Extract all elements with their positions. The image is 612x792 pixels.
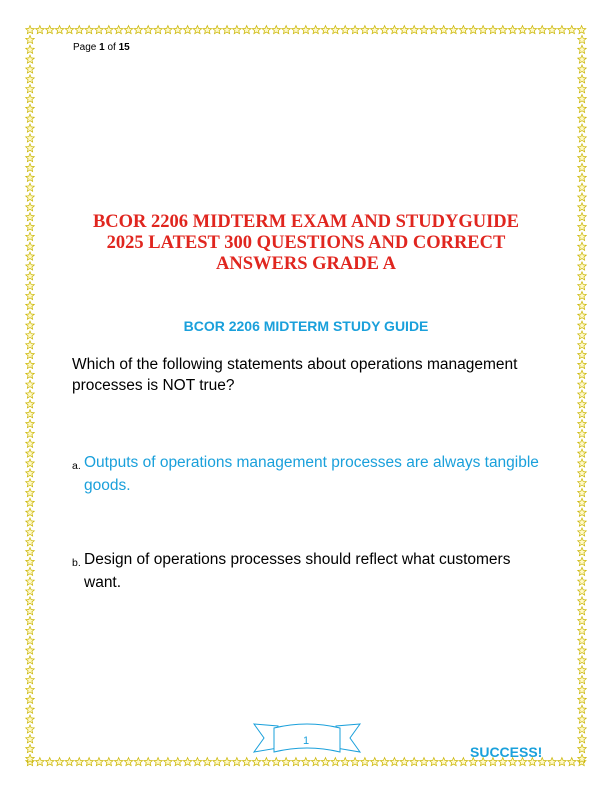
star-icon [26,311,35,319]
star-icon [578,380,587,388]
star-icon [390,26,399,34]
star-icon [578,301,587,309]
star-icon [26,656,35,664]
star-icon [26,538,35,546]
star-icon [439,758,448,766]
star-icon [578,252,587,260]
star-icon [26,705,35,713]
footer-page-number: 1 [302,735,310,747]
star-icon [26,557,35,565]
star-icon [26,577,35,585]
star-icon [26,429,35,437]
star-icon [26,341,35,349]
star-icon [558,26,567,34]
page-current: 1 [99,42,105,53]
star-icon [578,469,587,477]
star-icon [578,35,587,43]
star-icon [578,134,587,142]
star-icon [134,758,143,766]
star-icon [578,45,587,53]
star-icon [26,193,35,201]
page-of: of [107,42,116,53]
star-icon [499,26,508,34]
star-icon [439,26,448,34]
star-icon [321,758,330,766]
star-icon [26,508,35,516]
star-icon [578,223,587,231]
star-icon [65,758,74,766]
star-icon [26,114,35,122]
star-icon [578,548,587,556]
star-icon [578,498,587,506]
star-icon [26,124,35,132]
star-icon [26,528,35,536]
star-icon [578,745,587,753]
star-icon [548,758,557,766]
star-icon [578,370,587,378]
star-icon [578,65,587,73]
star-icon [213,758,222,766]
star-icon [578,114,587,122]
star-icon [578,528,587,536]
star-icon [370,26,379,34]
star-icon [26,400,35,408]
star-icon [26,646,35,654]
star-icon [578,85,587,93]
star-icon [578,213,587,221]
star-icon [370,758,379,766]
star-icon [578,55,587,63]
star-icon [578,232,587,240]
star-icon [26,676,35,684]
star-icon [26,252,35,260]
star-icon [508,26,517,34]
document-title [60,212,552,275]
star-icon [578,341,587,349]
star-icon [26,104,35,112]
star-icon [459,758,468,766]
star-icon [114,758,123,766]
star-icon [528,26,537,34]
star-icon [45,758,54,766]
star-icon [311,758,320,766]
star-icon [203,758,212,766]
star-icon [124,758,133,766]
star-icon [331,26,340,34]
star-icon [105,26,114,34]
star-icon [578,183,587,191]
star-icon [26,331,35,339]
star-icon [469,26,478,34]
star-icon [578,321,587,329]
star-icon [26,163,35,171]
star-icon [578,154,587,162]
star-icon [578,429,587,437]
star-icon [578,607,587,615]
star-icon [65,26,74,34]
option-a-letter: a. [72,460,81,472]
star-icon [173,26,182,34]
star-icon [26,617,35,625]
star-icon [578,262,587,270]
star-icon [578,144,587,152]
star-icon [242,758,251,766]
star-icon [430,758,439,766]
star-icon [420,758,429,766]
star-icon [578,587,587,595]
option-a-text: Outputs of operations management processes are always tangible goods. [84,454,539,494]
star-icon [183,26,192,34]
star-icon [85,26,94,34]
star-icon [233,26,242,34]
star-icon [95,26,104,34]
page-indicator [73,42,130,53]
star-icon [26,203,35,211]
star-icon [26,685,35,693]
star-icon [578,203,587,211]
star-icon [45,26,54,34]
star-icon [26,469,35,477]
star-icon [578,94,587,102]
star-icon [578,666,587,674]
star-icon [55,26,64,34]
star-icon [26,262,35,270]
star-icon [26,498,35,506]
star-icon [154,758,163,766]
question-text: Which of the following statements about operations management processes is NOT true? [72,356,518,394]
star-icon [578,626,587,634]
star-icon [26,65,35,73]
star-icon [311,26,320,34]
star-icon [26,144,35,152]
star-icon [282,26,291,34]
star-icon [479,26,488,34]
option-a [72,451,542,497]
star-icon [351,26,360,34]
star-icon [26,134,35,142]
star-icon [26,55,35,63]
study-guide-subtitle: BCOR 2206 MIDTERM STUDY GUIDE [183,318,429,334]
star-icon [223,26,232,34]
star-icon [26,154,35,162]
star-icon [578,636,587,644]
star-icon [578,459,587,467]
star-icon [26,272,35,280]
star-icon [26,410,35,418]
star-icon [26,518,35,526]
option-b-letter: b. [72,557,81,569]
star-icon [578,420,587,428]
star-icon [292,26,301,34]
star-icon [75,26,84,34]
star-icon [578,735,587,743]
star-icon [114,26,123,34]
star-icon [85,758,94,766]
star-icon [26,745,35,753]
star-icon [26,695,35,703]
star-icon [578,617,587,625]
star-icon [26,45,35,53]
star-icon [26,321,35,329]
star-icon [578,577,587,585]
star-icon [578,360,587,368]
star-icon [26,597,35,605]
star-icon [95,758,104,766]
star-icon [75,758,84,766]
star-icon [282,758,291,766]
star-icon [203,26,212,34]
star-icon [26,390,35,398]
star-icon [26,75,35,83]
star-icon [577,26,586,34]
star-icon [548,26,557,34]
star-icon [578,282,587,290]
star-icon [26,351,35,359]
star-icon [341,26,350,34]
star-icon [400,758,409,766]
star-icon [26,360,35,368]
star-icon [578,124,587,132]
star-icon [26,548,35,556]
star-icon [578,173,587,181]
star-icon [380,758,389,766]
title-line-1: BCOR 2206 MIDTERM EXAM AND STUDYGUIDE [92,212,520,232]
star-icon [578,242,587,250]
star-icon [578,656,587,664]
star-icon [351,758,360,766]
star-icon [213,26,222,34]
star-icon [578,331,587,339]
star-icon [390,758,399,766]
star-icon [578,193,587,201]
star-icon [26,85,35,93]
star-icon [26,380,35,388]
star-icon [272,758,281,766]
star-icon [459,26,468,34]
star-icon [578,518,587,526]
star-icon [578,291,587,299]
star-icon [55,758,64,766]
star-icon [578,676,587,684]
star-icon [449,26,458,34]
star-icon [223,758,232,766]
star-icon [567,758,576,766]
star-icon [331,758,340,766]
star-icon [578,390,587,398]
star-icon [578,400,587,408]
star-icon [578,685,587,693]
star-icon [124,26,133,34]
star-icon [26,636,35,644]
star-icon [578,705,587,713]
star-icon [26,282,35,290]
star-icon [173,758,182,766]
star-icon [361,758,370,766]
star-icon [105,758,114,766]
star-icon [449,758,458,766]
star-icon [578,508,587,516]
star-icon [578,479,587,487]
star-icon [164,26,173,34]
star-icon [193,26,202,34]
star-icon [578,163,587,171]
star-icon [26,488,35,496]
star-icon [26,459,35,467]
star-icon [242,26,251,34]
star-icon [578,75,587,83]
star-icon [578,311,587,319]
star-icon [578,488,587,496]
star-icon [578,104,587,112]
star-icon [26,735,35,743]
star-icon [26,725,35,733]
star-icon [193,758,202,766]
star-icon [262,26,271,34]
star-icon [578,715,587,723]
star-icon [26,242,35,250]
star-icon [36,26,45,34]
star-icon [154,26,163,34]
star-icon [26,626,35,634]
star-icon [26,213,35,221]
star-icon [430,26,439,34]
star-icon [26,35,35,43]
option-b-text: Design of operations processes should reflect what customers want. [84,551,511,591]
star-icon [578,272,587,280]
star-icon [233,758,242,766]
star-icon [578,567,587,575]
star-icon [26,173,35,181]
star-icon [578,538,587,546]
star-icon [26,666,35,674]
star-icon [262,758,271,766]
star-icon [144,26,153,34]
page-label: Page [73,42,97,53]
title-line-2: 2025 LATEST 300 QUESTIONS AND CORRECT [106,233,506,253]
star-icon [26,567,35,575]
star-icon [26,291,35,299]
star-icon [272,26,281,34]
star-icon [578,725,587,733]
star-icon [144,758,153,766]
star-icon [26,223,35,231]
star-icon [26,94,35,102]
star-icon [489,26,498,34]
star-icon [252,758,261,766]
star-icon [134,26,143,34]
star-icon [292,758,301,766]
star-icon [26,26,35,34]
star-icon [578,351,587,359]
star-icon [410,26,419,34]
star-icon [302,758,311,766]
star-icon [578,449,587,457]
star-icon [321,26,330,34]
star-icon [420,26,429,34]
star-icon [567,26,576,34]
star-icon [400,26,409,34]
star-icon [578,695,587,703]
star-icon [380,26,389,34]
star-icon [578,597,587,605]
star-icon [26,449,35,457]
star-icon [26,183,35,191]
star-icon [410,758,419,766]
page-total: 15 [118,42,130,53]
star-icon [252,26,261,34]
star-icon [361,26,370,34]
star-icon [578,439,587,447]
star-icon [26,715,35,723]
star-icon [26,370,35,378]
star-icon [36,758,45,766]
star-icon [26,439,35,447]
star-icon [183,758,192,766]
star-icon [578,646,587,654]
star-icon [26,479,35,487]
star-icon [341,758,350,766]
star-icon [302,26,311,34]
star-icon [26,607,35,615]
star-icon [538,26,547,34]
star-icon [578,410,587,418]
option-b [72,548,542,594]
star-icon [26,301,35,309]
star-icon [164,758,173,766]
star-icon [558,758,567,766]
title-line-3: ANSWERS GRADE A [216,254,396,274]
star-icon [26,232,35,240]
star-icon [578,557,587,565]
success-text: SUCCESS! [470,744,543,760]
star-icon [26,587,35,595]
star-icon [26,420,35,428]
star-icon [518,26,527,34]
